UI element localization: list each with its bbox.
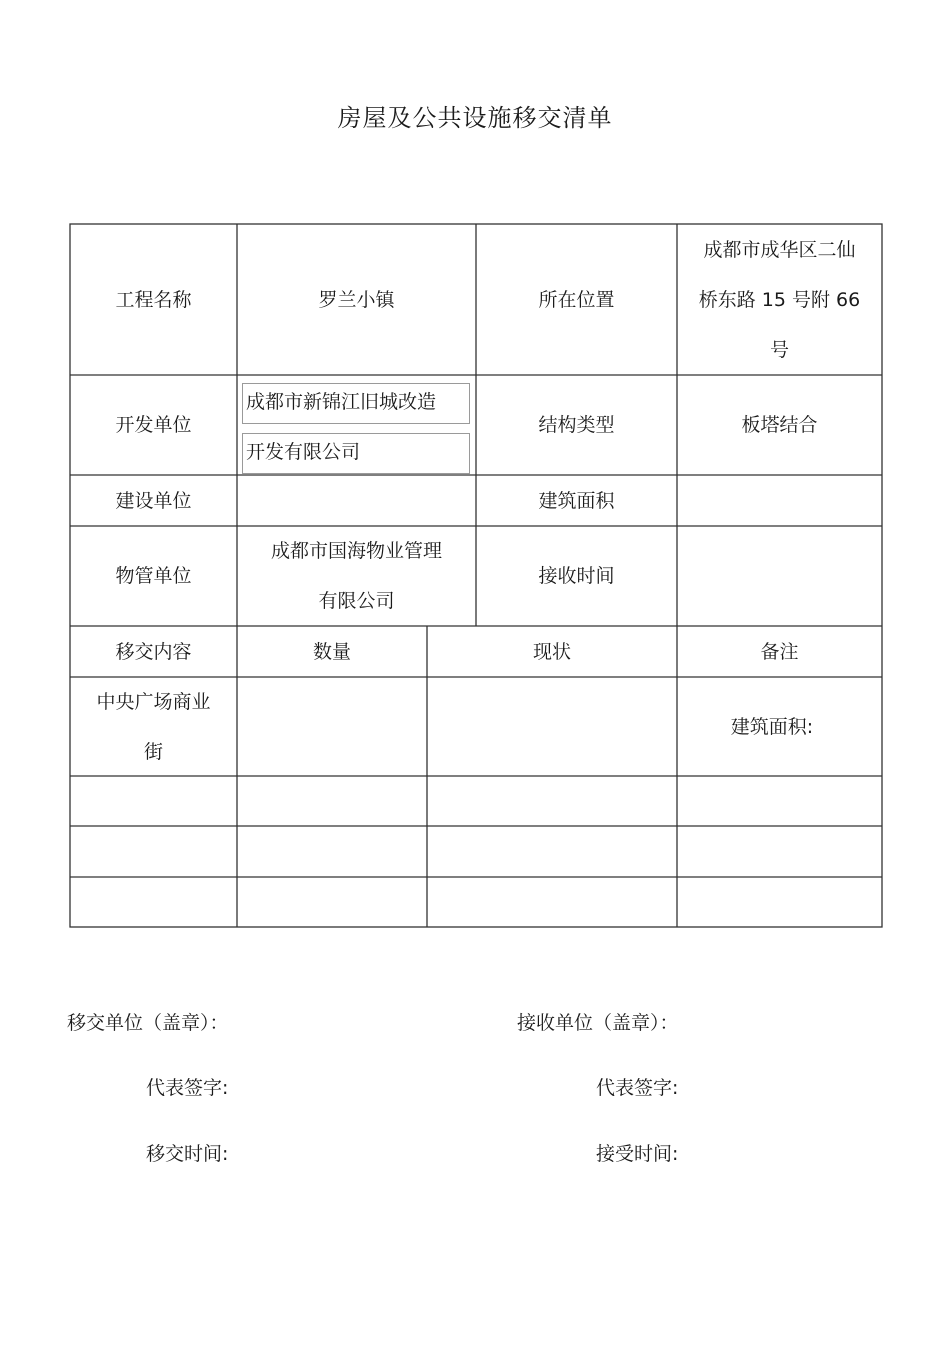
developer-line-2: 开发有限公司 (242, 433, 470, 474)
table-row-1-status (427, 677, 677, 776)
table-row-1-content (70, 677, 237, 776)
receive-time-value (677, 526, 882, 626)
developer-label: 开发单位 (115, 414, 192, 436)
table-row-4-status (427, 877, 677, 927)
receive-time-signature-label: 接受时间: (596, 1143, 679, 1165)
document-title: 房屋及公共设施移交清单 (337, 104, 613, 132)
table-row-3-status (427, 826, 677, 877)
column-header-quantity: 数量 (312, 640, 351, 663)
row-1-content-line-2: 街 (143, 740, 163, 763)
column-header-content: 移交内容 (115, 640, 192, 663)
column-header-status: 现状 (532, 640, 571, 663)
handover-unit-label: 移交单位（盖章）： (67, 1012, 229, 1034)
handover-time-label: 移交时间: (146, 1143, 229, 1165)
location-line-3: 号 (769, 338, 789, 361)
structure-value: 板塔结合 (741, 414, 818, 436)
table-row-4-quantity (237, 877, 427, 927)
location-value (677, 224, 882, 375)
table-row-3-content (70, 826, 237, 877)
location-label: 所在位置 (538, 288, 615, 311)
row-1-content-line-1: 中央广场商业 (96, 690, 211, 713)
table-row-1-quantity (237, 677, 427, 776)
project-name-label: 工程名称 (115, 288, 192, 311)
table-row-3-quantity (237, 826, 427, 877)
property-mgmt-line-2: 有限公司 (318, 590, 395, 612)
structure-label: 结构类型 (538, 414, 615, 436)
table-row-1-remark: 建筑面积: (730, 715, 814, 738)
property-mgmt-line-1: 成都市国海物业管理 (270, 540, 442, 562)
developer-line-1: 成都市新锦江旧城改造 (242, 383, 470, 424)
table-row-3-remark (677, 826, 882, 877)
floor-area-value (677, 475, 882, 526)
table-row-2-remark (677, 776, 882, 826)
location-line-2: 桥东路 15 号附 66 (698, 288, 861, 311)
column-header-remark: 备注 (760, 640, 799, 663)
table-row-2-quantity (237, 776, 427, 826)
receiving-representative-signature: 代表签字: (596, 1077, 679, 1099)
builder-label: 建设单位 (115, 489, 192, 512)
property-mgmt-label: 物管单位 (115, 565, 192, 587)
table-row-4-content (70, 877, 237, 927)
receiving-unit-label: 接收单位（盖章）： (517, 1012, 679, 1034)
floor-area-label: 建筑面积 (538, 489, 615, 512)
handover-representative-signature: 代表签字: (146, 1077, 229, 1099)
table-row-2-content (70, 776, 237, 826)
table-row-4-remark (677, 877, 882, 927)
property-mgmt-value (237, 526, 476, 626)
project-name-value: 罗兰小镇 (318, 288, 395, 311)
location-line-1: 成都市成华区二仙 (703, 238, 856, 261)
builder-value (237, 475, 476, 526)
table-row-2-status (427, 776, 677, 826)
receive-time-label: 接收时间 (538, 565, 615, 587)
